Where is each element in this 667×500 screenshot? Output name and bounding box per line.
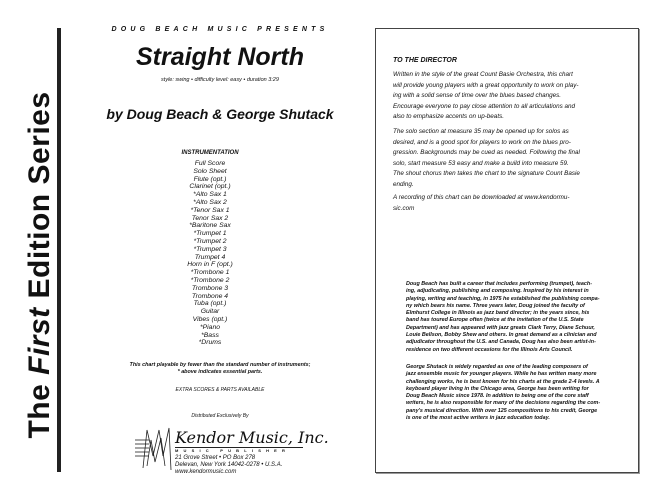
bio-george-shutack: [406, 364, 621, 422]
bio-line: Louie Bellson, Bobby Shew and others. In great demand as a clinician and: [406, 332, 597, 339]
instrument-item: *Baritone Sax: [189, 222, 231, 230]
paragraph-line: Encourage everyone to pay close attention to all articulations and: [393, 102, 576, 110]
director-heading: TO THE DIRECTOR: [393, 57, 457, 64]
instrument-item: Vibes (opt.): [192, 315, 228, 323]
bio-line: Doug Beach Music since 1978. In addition to being one of the core staff: [406, 393, 589, 400]
instrument-item: Trombone 3: [191, 284, 229, 292]
paragraph-line: A recording of this chart can be downloaded at www.kendormu-: [393, 194, 570, 201]
paragraph-line: sic.com: [393, 204, 415, 212]
note-line: This chart playable by fewer than the standard number of instruments;: [129, 362, 311, 368]
bio-line: challenging works, he is best known for his charts at the grade 2-4 levels. A: [406, 378, 600, 385]
bio-line: Elmhurst College in Illinois as jazz band director; in the years since, his: [406, 310, 590, 317]
paragraph-line: ending.: [393, 180, 414, 188]
address-line: Delevan, New York 14042-0278 • U.S.A.: [175, 462, 283, 468]
bio-line: ny which bears his name. Three years later, Doug joined the faculty of: [406, 302, 585, 309]
instrument-item: *Trumpet 3: [193, 245, 227, 253]
instrument-item: Tuba (opt.): [193, 300, 227, 308]
paragraph-line: gression. Backgrounds may be cued as needed. Following the final: [393, 149, 580, 156]
bio-line: is one of the most active writers in jazz education today.: [406, 415, 550, 422]
website-link[interactable]: www.kendormusic.com: [175, 469, 237, 475]
paragraph-line: The shout chorus then takes the chart to the signature Count Basie: [393, 170, 580, 177]
kendor-logo-icon: [135, 426, 173, 472]
bio-line: band has toured Europe often (twice at the invitation of the U.S. State: [406, 317, 584, 324]
instrument-item: *Alto Sax 2: [193, 198, 227, 206]
instrument-item: Trombone 4: [191, 292, 229, 300]
instrument-item: *Trombone 1: [190, 269, 230, 277]
note-line: * above indicates essential parts.: [177, 369, 263, 375]
instrument-item: Guitar: [200, 308, 220, 316]
director-paragraph: [393, 193, 623, 214]
bio-line: residence on two different occasions for the Illinois Arts Council.: [406, 346, 573, 353]
series-title-pre: The: [23, 374, 56, 439]
instrumentation-list: [140, 160, 280, 347]
director-paragraph: [393, 127, 623, 190]
composer-byline: by Doug Beach & George Shutack: [106, 106, 334, 122]
instrument-item: *Alto Sax 1: [193, 191, 227, 199]
bio-line: playing, writing and teaching, in 1975 he established the publishing compa-: [406, 295, 600, 302]
instrument-item: *Tenor Sax 1: [190, 206, 230, 214]
paragraph-line: solo, start measure 53 easy and make a build into measure 59.: [393, 159, 569, 167]
instrument-item: Trumpet 4: [194, 253, 226, 261]
bio-line: writers, he is also responsible for many of the decisions regarding the com-: [406, 400, 601, 407]
bio-line: George Shutack is widely regarded as one of the leading composers of: [406, 364, 588, 370]
instrument-item: *Drums: [198, 339, 222, 347]
instrument-item: Horn in F (opt.): [187, 261, 233, 269]
extra-parts-note: EXTRA SCORES & PARTS AVAILABLE: [175, 387, 265, 393]
instrument-item: Tenor Sax 2: [191, 214, 229, 222]
publisher-address: [175, 455, 282, 476]
director-paragraph: [393, 70, 623, 123]
instrument-item: *Trumpet 2: [193, 237, 227, 245]
bio-line: jazz ensemble music for younger players. While he has written many more: [406, 371, 597, 378]
instrument-item: Clarinet (opt.): [189, 183, 231, 191]
piece-title: Straight North: [135, 43, 305, 71]
presents-label: DOUG BEACH MUSIC PRESENTS: [111, 26, 329, 33]
paragraph-line: ing with a solid sense of time over the blues based changes.: [393, 92, 562, 99]
series-title-italic: First: [23, 307, 56, 375]
paragraph-line: also to emphasize accents on up-beats.: [393, 113, 504, 120]
instrumentation-heading: INSTRUMENTATION: [181, 150, 239, 156]
instrumentation-note: [90, 362, 350, 376]
style-line: style: swing • difficulty level: easy • duration 3:29: [161, 77, 279, 83]
bio-line: ing, adjudicating, publishing and composing. Inspired by his interest in: [406, 288, 589, 295]
bio-line: Department) and has appeared with jazz greats Clark Terry, Diane Schuur,: [406, 324, 595, 331]
instrument-item: *Trumpet 1: [193, 230, 227, 238]
publisher-name: Kendor Music, Inc.: [175, 428, 329, 447]
paragraph-line: desired, and is a good spot for players to work on the blues pro-: [393, 138, 571, 146]
series-title: [23, 91, 57, 438]
bio-line: pany's musical direction. With over 125 compositions to his credit, George: [406, 407, 598, 414]
vertical-divider: [57, 28, 61, 472]
instrument-item: Solo Sheet: [193, 167, 227, 175]
series-title-post: Edition Series: [23, 91, 56, 308]
instrument-item: *Trombone 2: [190, 276, 230, 284]
bio-line: adjudicator throughout the U.S. and Canada, Doug has also been artist-in-: [406, 339, 596, 346]
paragraph-line: The solo section at measure 35 may be opened up for solos as: [393, 128, 569, 135]
bio-line: Doug Beach has built a career that includes performing (trumpet), teach-: [406, 281, 593, 287]
paragraph-line: will provide young players with a great opportunity to work on play-: [393, 81, 579, 89]
bio-doug-beach: [406, 281, 621, 354]
publisher-tagline: MUSIC PUBLISHER: [175, 447, 303, 453]
instrument-item: Flute (opt.): [193, 175, 227, 183]
instrument-item: *Bass: [201, 331, 219, 339]
instrument-item: *Piano: [199, 323, 221, 331]
instrument-item: Full Score: [194, 160, 226, 167]
distributed-by: Distributed Exclusively By: [191, 413, 249, 419]
address-line: 21 Grove Street • PO Box 278: [175, 455, 256, 461]
paragraph-line: Written in the style of the great Count Basie Orchestra, this chart: [393, 71, 573, 78]
bio-line: keyboard player living in the Chicago area, George has been writing for: [406, 385, 589, 392]
